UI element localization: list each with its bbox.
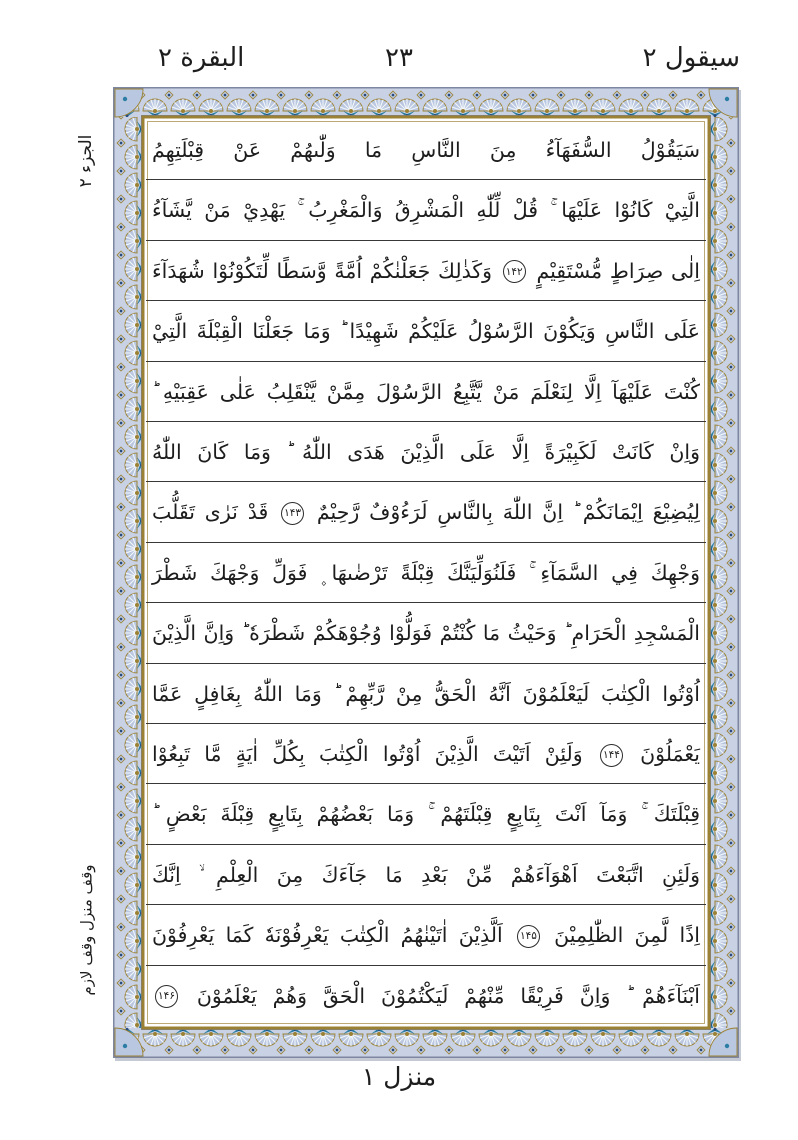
header-surah-name: البقرة ۲ <box>158 43 245 73</box>
quran-line: وَاِنْ كَانَتْ لَكَبِيْرَةً اِلَّا عَلَى الَّذِيْنَ هَدَى اللّٰهُ ؕ وَمَا كَانَ اللّٰهُ <box>146 422 706 482</box>
quran-line: يَعْمَلُوْنَ ۱۴۴ وَلَئِنْ اَتَيْتَ الَّذِيْنَ اُوْتُوا الْكِتٰبَ بِكُلِّ اٰيَةٍ مَّا تَبِعُوْا <box>146 724 706 784</box>
quran-line: كُنْتَ عَلَيْهَآ اِلَّا لِنَعْلَمَ مَنْ يَّتَّبِعُ الرَّسُوْلَ مِمَّنْ يَّنْقَلِبُ عَلٰى عَقِبَيْهِ ؕ <box>146 362 706 422</box>
quran-line: وَجْهِكَ فِي السَّمَآءِ ۚ فَلَنُوَلِّيَنَّكَ قِبْلَةً تَرْضٰىهَا ۪ فَوَلِّ وَجْهَكَ شَطْرَ <box>146 543 706 603</box>
page-frame <box>113 87 739 1058</box>
ayah-end-marker: ۱۴۶ <box>155 985 178 1008</box>
quran-line: اِذًا لَّمِنَ الظّٰلِمِيْنَ ۱۴۵ اَلَّذِيْنَ اٰتَيْنٰهُمُ الْكِتٰبَ يَعْرِفُوْنَهٗ كَمَا يَعْرِفُوْنَ <box>146 905 706 965</box>
ayah-end-marker: ۱۴۲ <box>503 260 526 283</box>
header-juz-name: سيقول ۲ <box>642 43 740 73</box>
ayah-end-marker: ۱۴۳ <box>281 502 304 525</box>
quran-line: عَلَى النَّاسِ وَيَكُوْنَ الرَّسُوْلُ عَلَيْكُمْ شَهِيْدًا ؕ وَمَا جَعَلْنَا الْقِبْلَةَ الَّتِيْ <box>146 301 706 361</box>
quran-line: اَبْنَآءَهُمْ ؕ وَاِنَّ فَرِيْقًا مِّنْهُمْ لَيَكْتُمُوْنَ الْحَقَّ وَهُمْ يَعْلَمُوْنَ ۱۴۶ <box>146 966 706 1025</box>
quran-line: لِيُضِيْعَ اِيْمَانَكُمْ ؕ اِنَّ اللّٰهَ بِالنَّاسِ لَرَءُوْفٌ رَّحِيْمٌ ۱۴۳ قَدْ نَرٰى تَقَلُّبَ <box>146 482 706 542</box>
quran-line: اُوْتُوا الْكِتٰبَ لَيَعْلَمُوْنَ اَنَّهُ الْحَقُّ مِنْ رَّبِّهِمْ ؕ وَمَا اللّٰهُ بِغَافِلٍ عَمَّا <box>146 664 706 724</box>
quran-line: الَّتِيْ كَانُوْا عَلَيْهَا ۚ قُلْ لِّلّٰهِ الْمَشْرِقُ وَالْمَغْرِبُ ۚ يَهْدِيْ مَنْ يَّشَآءُ <box>146 180 706 240</box>
margin-note-waqf: وقف منزل وقف لازم <box>77 864 96 996</box>
margin-note-juz: الجزء ۲ <box>76 134 96 188</box>
quran-line: سَيَقُوْلُ السُّفَهَآءُ مِنَ النَّاسِ مَا وَلّٰىهُمْ عَنْ قِبْلَتِهِمُ <box>146 120 706 180</box>
quran-text-area <box>146 120 706 1025</box>
quran-line: قِبْلَتَكَ ۚ وَمَآ اَنْتَ بِتَابِعٍ قِبْلَتَهُمْ ۚ وَمَا بَعْضُهُمْ بِتَابِعٍ قِبْلَةَ بَعْضٍ ؕ <box>146 784 706 844</box>
footer-manzil: منزل ۱ <box>361 1062 437 1091</box>
ayah-end-marker: ۱۴۴ <box>600 744 623 767</box>
quran-line: وَلَئِنِ اتَّبَعْتَ اَهْوَآءَهُمْ مِّنْ بَعْدِ مَا جَآءَكَ مِنَ الْعِلْمِ ۙ اِنَّكَ <box>146 845 706 905</box>
ayah-end-marker: ۱۴۵ <box>517 925 540 948</box>
header-page-number: ۲۳ <box>385 43 413 73</box>
quran-line: اِلٰى صِرَاطٍ مُّسْتَقِيْمٍ ۱۴۲ وَكَذٰلِكَ جَعَلْنٰكُمْ اُمَّةً وَّسَطًا لِّتَكُوْنُوْا شُهَدَآءَ <box>146 241 706 301</box>
quran-line: الْمَسْجِدِ الْحَرَامِ ؕ وَحَيْثُ مَا كُنْتُمْ فَوَلُّوْا وُجُوْهَكُمْ شَطْرَهٗ ؕ وَاِنَّ الَّذِيْنَ <box>146 603 706 663</box>
